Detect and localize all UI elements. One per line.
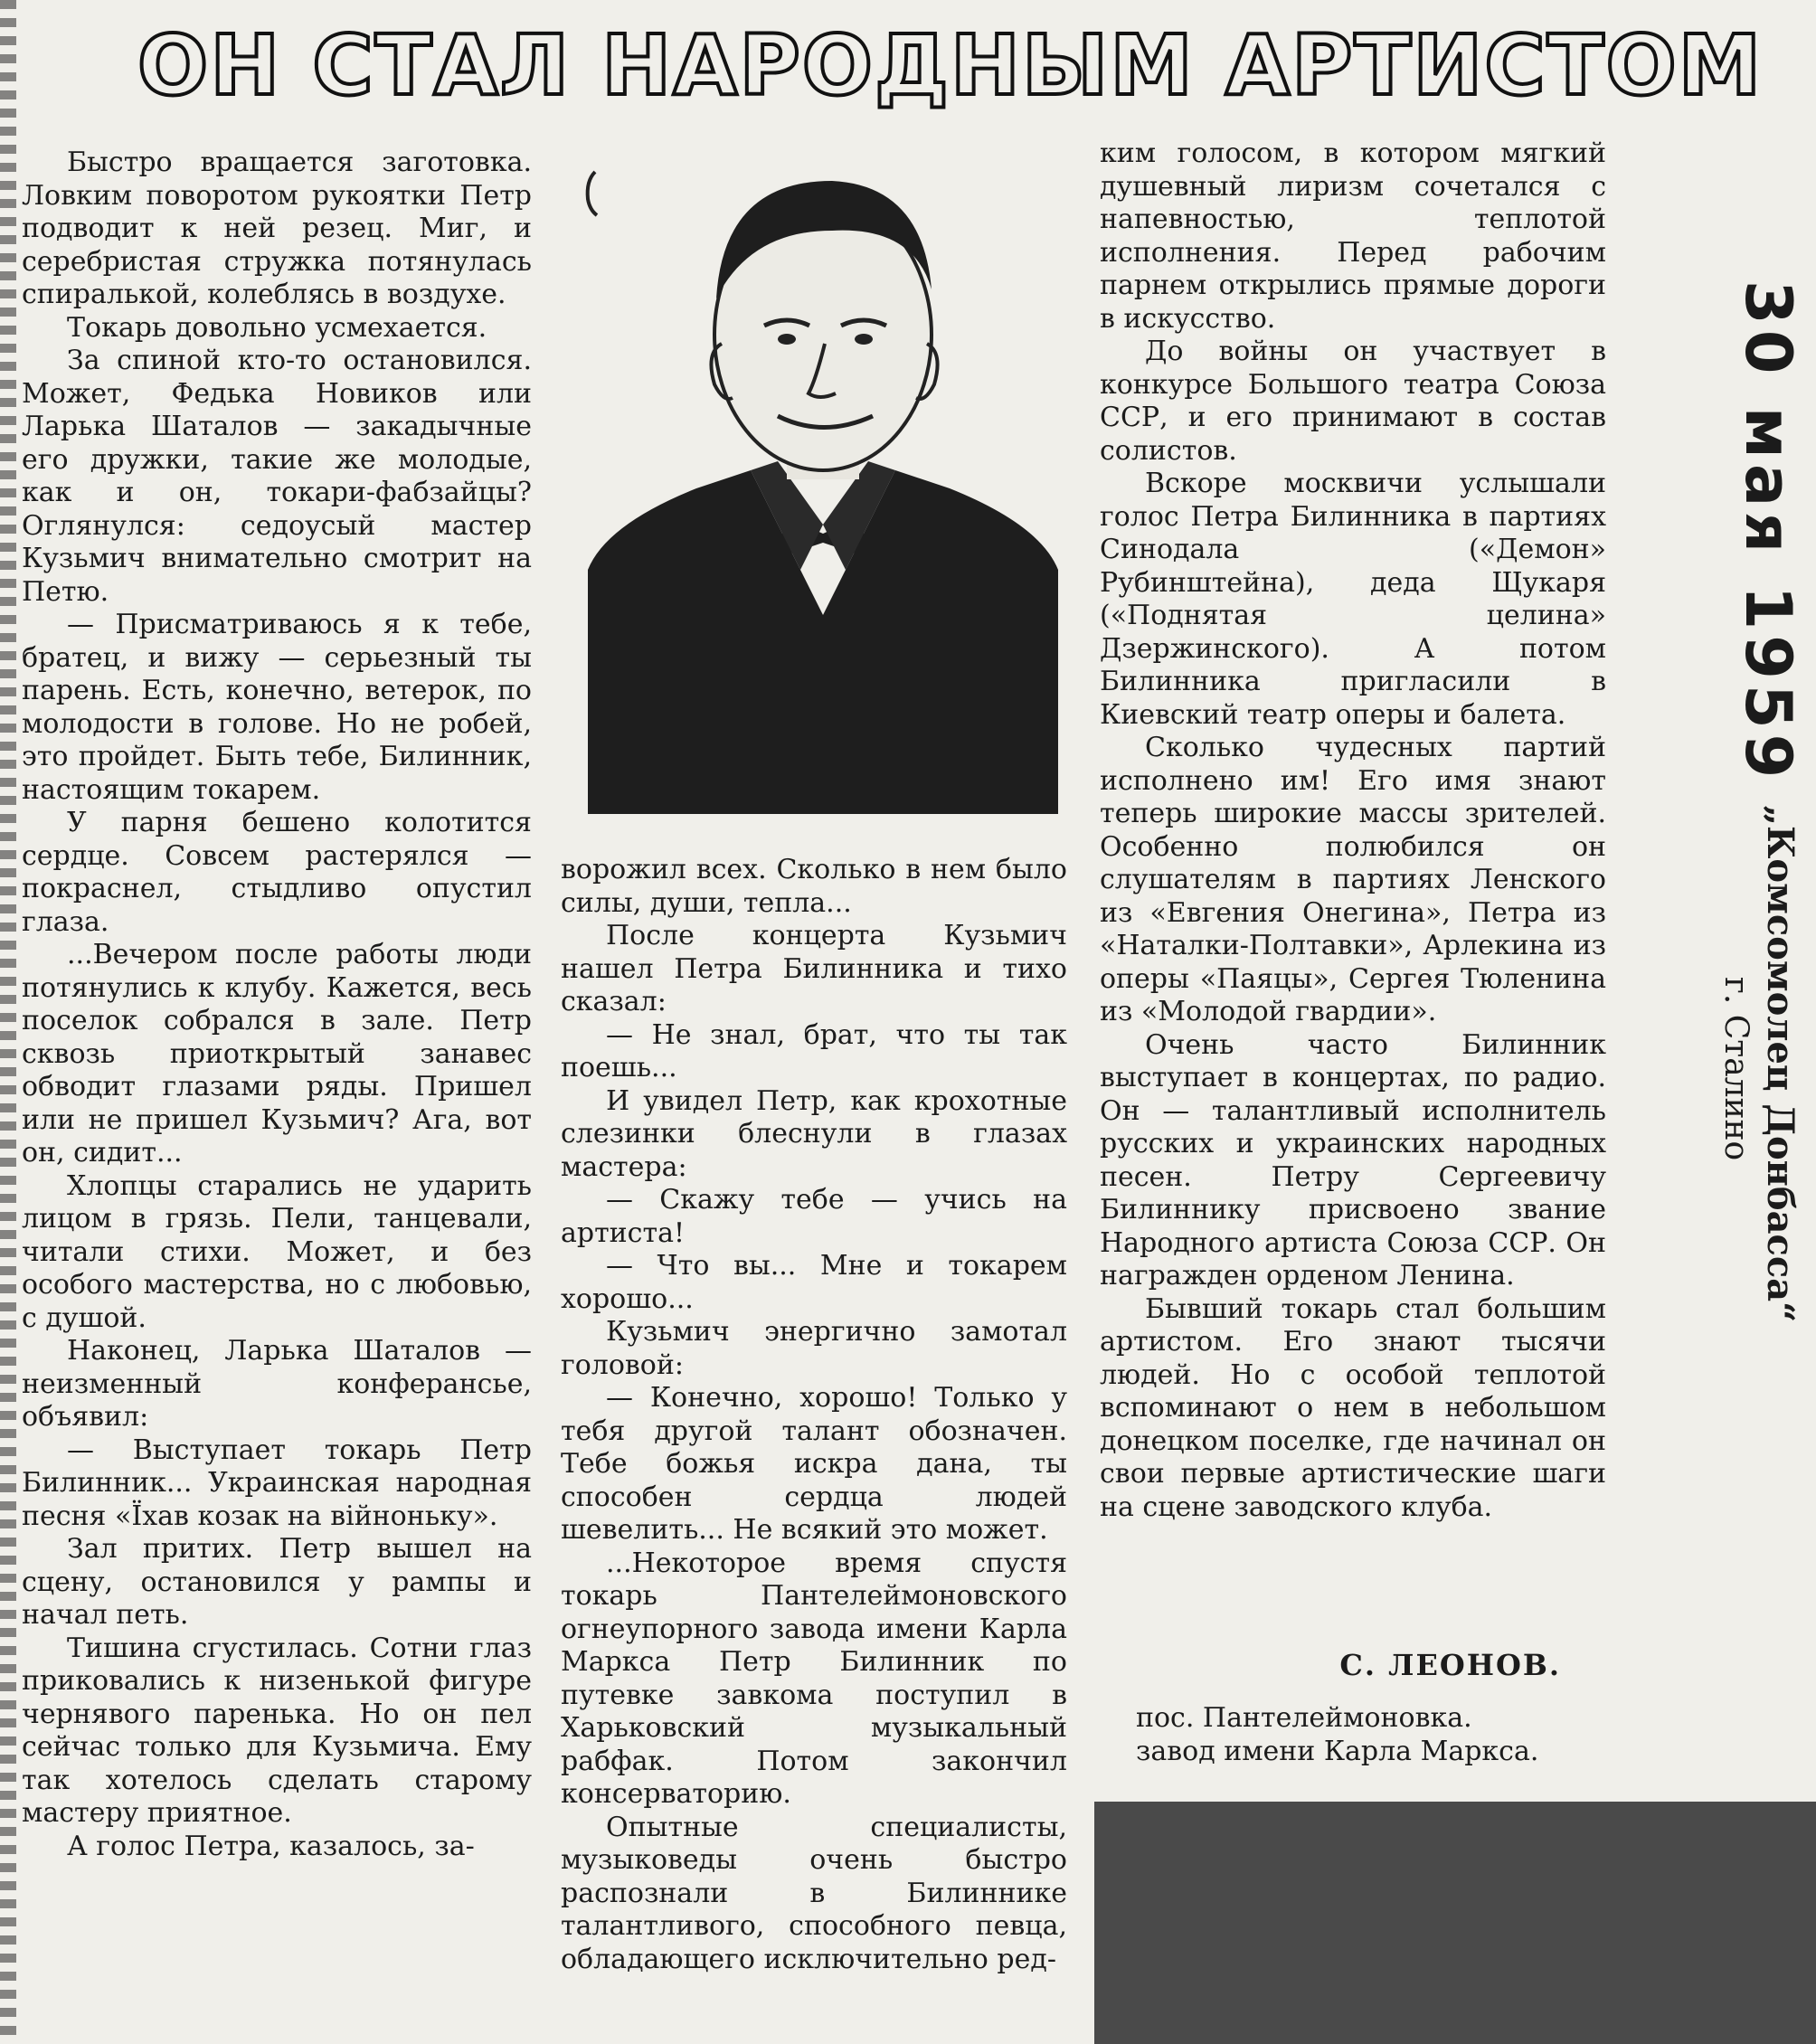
paragraph: Токарь довольно усмехается.	[67, 311, 487, 344]
paragraph: — Выступает токарь Петр Билинник... Украинская народная песня «Їхав козак на війноньку».	[22, 1434, 532, 1532]
paragraph: Вскоре москвичи услышали голос Петра Билинника в партиях Синодала («Демон» Рубинштейна), деда Щукаря («Поднятая целина» Дзержинского). А потом Билинника пригласили в Киевский театр оперы и балета.	[1100, 468, 1606, 731]
stamp-city: г. Сталино	[1717, 977, 1755, 1161]
paragraph: — Не знал, брат, что ты так поешь...	[561, 1018, 1067, 1084]
article-column-2	[561, 854, 1067, 1976]
location-line: пос. Пантелеймоновка.	[1136, 1702, 1472, 1734]
paragraph: И увидел Петр, как крохотные слезинки блеснули в глазах мастера:	[561, 1084, 1067, 1183]
author-location	[1136, 1702, 1606, 1768]
stamp-newspaper: „Комсомолец Донбасса“	[1759, 805, 1802, 1323]
article-headline: ОН СТАЛ НАРОДНЫМ АРТИСТОМ	[137, 17, 1764, 114]
paragraph: До войны он участвует в конкурсе Большого театра Союза ССР, и его принимают в состав солистов.	[1100, 336, 1606, 467]
portrait-illustration	[570, 145, 1076, 814]
paragraph: ким голосом, в котором мягкий душевный лиризм сочетался с напевностью, теплотой исполнения. Перед рабочим парнем открылись прямые дороги в искусство.	[1100, 137, 1606, 335]
paragraph: ...Некоторое время спустя токарь Пантелеймоновского огнеупорного завода имени Карла Маркса Петр Билинник по путевке завкома поступил в Харьковский музыкальный рабфак. Потом закончил консерваторию.	[561, 1547, 1067, 1810]
article-column-3	[1100, 137, 1606, 1524]
paragraph: После концерта Кузьмич нашел Петра Билинника и тихо сказал:	[561, 920, 1067, 1017]
paragraph: Бывший токарь стал большим артистом. Его знают тысячи людей. Но с особой теплотой вспоминают о нем в небольшом донецком поселке, где начинал он свои первые артистические шаги на сцене заводского клуба.	[1100, 1292, 1606, 1523]
paragraph: Тишина сгустилась. Сотни глаз приковались к низенькой фигуре чернявого паренька. Но он пел сейчас только для Кузьмича. Ему так хотелось сделать старому мастеру приятное.	[22, 1632, 532, 1829]
paragraph: Опытные специалисты, музыковеды очень быстро распознали в Билиннике талантливого, способного певца, обладающего исключительно ред-	[561, 1811, 1067, 1975]
paragraph: А голос Петра, казалось, за-	[67, 1830, 475, 1862]
paragraph: ворожил всех. Сколько в нем было силы, души, тепла...	[561, 854, 1067, 919]
perforated-edge	[0, 0, 16, 2044]
paragraph: Кузьмич энергично замотал головой:	[561, 1316, 1067, 1381]
paragraph: Зал притих. Петр вышел на сцену, остановился у рампы и начал петь.	[22, 1533, 532, 1631]
paragraph: У парня бешено колотится сердце. Совсем растерялся — покраснел, стыдливо опустил глаза.	[22, 807, 532, 938]
paragraph: — Скажу тебе — учись на артиста!	[561, 1184, 1067, 1249]
paragraph: — Конечно, хорошо! Только у тебя другой талант обозначен. Тебе божья искра дана, ты способен сердца людей шевелить... Не всякий это может.	[561, 1382, 1067, 1546]
paragraph: Очень часто Билинник выступает в концертах, по радио. Он — талантливый исполнитель русских и украинских народных песен. Петру Сергеевичу Билиннику присвоено звание Народного артиста Союза ССР. Он награжден орденом Ленина.	[1100, 1028, 1606, 1292]
location-line: завод имени Карла Маркса.	[1136, 1735, 1539, 1767]
paragraph: ...Вечером после работы люди потянулись к клубу. Кажется, весь поселок собрался в зале. Петр сквозь приоткрытый занавес обводит глазами ряды. Пришел или не пришел Кузьмич? Ага, вот он, сидит...	[22, 939, 532, 1169]
stamp-date: 30 мая 1959	[1731, 280, 1805, 784]
article-column-1	[22, 147, 532, 1863]
paragraph: Сколько чудесных партий исполнено им! Его имя знают теперь широкие массы зрителей. Особенно полюбился он слушателям в партиях Ленского из «Евгения Онегина», Петра из «Наталки-Полтавки», Арлекина из оперы «Паяцы», Сергея Тюленина из «Молодой гвардии».	[1100, 732, 1606, 1027]
paragraph: Быстро вращается заготовка. Ловким поворотом рукоятки Петр подводит к ней резец. Миг, и серебристая стружка потянулась спиралькой, колеблясь в воздухе.	[22, 147, 532, 310]
paragraph: — Присматриваюсь я к тебе, братец, и вижу — серьезный ты парень. Есть, конечно, ветерок, по молодости в голове. Но не робей, это пройдет. Быть тебе, Билинник, настоящим токарем.	[22, 609, 532, 806]
author-byline: С. ЛЕОНОВ.	[1339, 1648, 1561, 1682]
paragraph: Наконец, Ларька Шаталов — неизменный конферансье, объявил:	[22, 1335, 532, 1433]
paragraph: — Что вы... Мне и токарем хорошо...	[561, 1250, 1067, 1315]
paragraph: Хлопцы старались не ударить лицом в грязь. Пели, танцевали, читали стихи. Может, и без особого мастерства, но с любовью, с душой.	[22, 1169, 532, 1334]
paragraph: За спиной кто-то остановился. Может, Федька Новиков или Ларька Шаталов — закадычные его дружки, такие же молодые, как и он, токари-фабзайцы? Оглянулся: седоусый мастер Кузьмич внимательно смотрит на Петю.	[22, 345, 532, 608]
